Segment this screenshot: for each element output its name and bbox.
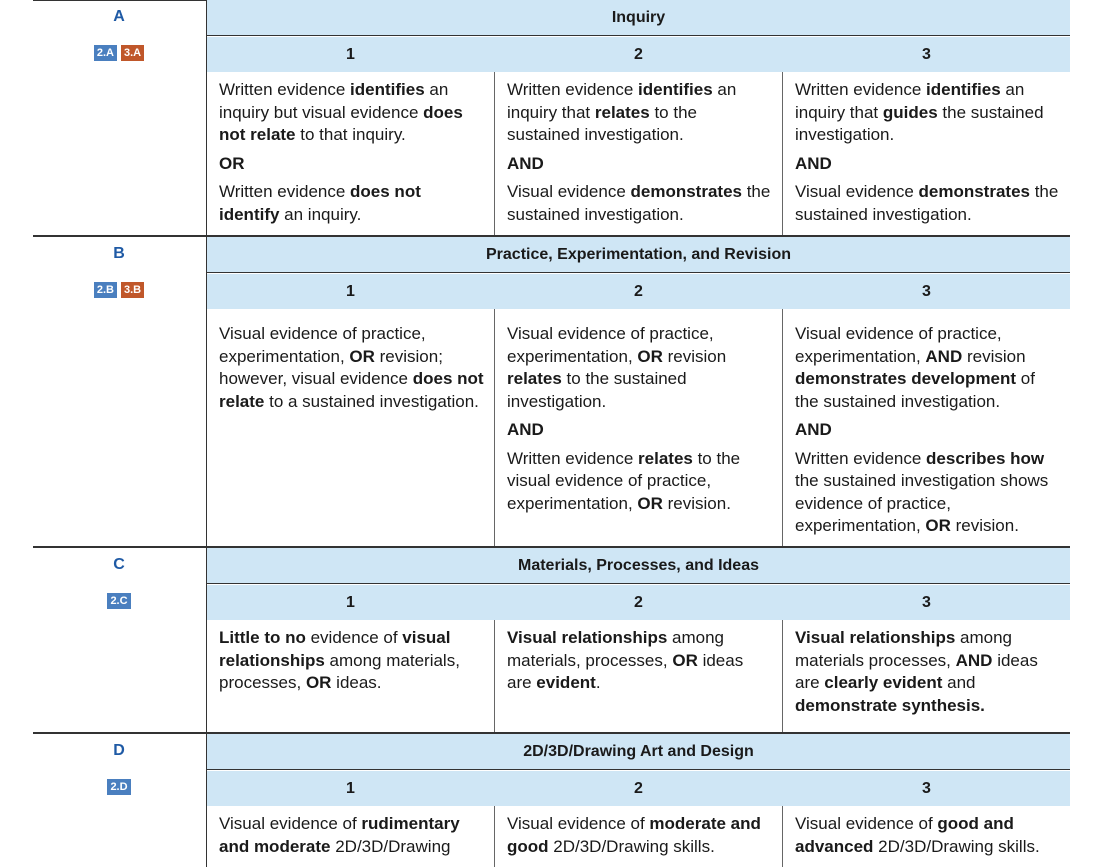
row-title: Inquiry [207,0,1070,35]
section-letter: C [113,556,125,573]
descriptor-text: Visual evidence of practice, experimentation, AND revision demonstrates development of the sustained investigation. [795,324,1035,411]
skill-badge: 2.B [94,282,117,298]
descriptor-conjunction: AND [795,420,832,439]
descriptor-cell [507,79,772,226]
skill-badges [0,779,238,795]
skill-badges [0,593,238,609]
descriptor-text: Visual relationships among materials processes, AND ideas are clearly evident and demonstrate synthesis. [795,628,1038,715]
header-separator [207,583,1070,584]
section-letter: B [113,245,125,262]
score-level-3: 3 [922,283,931,300]
descriptor-text: Written evidence does not identify an inquiry. [219,182,421,224]
row-title: 2D/3D/Drawing Art and Design [207,734,1070,769]
descriptor-cell [795,323,1060,538]
column-divider [782,309,783,546]
descriptor-text: Visual evidence demonstrates the sustained investigation. [795,182,1059,224]
score-levels [207,771,1070,806]
descriptor-conjunction: AND [795,153,832,173]
skill-badges [0,282,238,298]
descriptor-text: Visual relationships among materials, processes, OR ideas are evident. [507,628,744,692]
descriptor-text: Written evidence describes how the sustained investigation shows evidence of practice, experimentation, OR revision. [795,448,1049,535]
column-divider [782,620,783,732]
skill-badge: 2.A [94,45,117,61]
descriptor-cell [219,627,484,695]
descriptor-text: Written evidence identifies an inquiry that guides the sustained investigation. [795,80,1044,144]
descriptor-text: Little to no evidence of visual relationships among materials, processes, OR ideas. [219,628,460,692]
header-separator [207,769,1070,770]
descriptor-cell [795,627,1060,717]
skill-badge: 2.D [107,779,130,795]
section-letter: A [113,8,125,25]
descriptor-cell [507,323,772,515]
descriptor-cell [219,323,484,413]
skill-badge: 3.A [121,45,144,61]
row-title: Materials, Processes, and Ideas [207,548,1070,583]
section-letter: D [113,742,125,759]
column-divider [494,806,495,867]
descriptor-text: Visual evidence of moderate and good 2D/3D/Drawing skills. [507,814,761,856]
descriptor-text: Visual evidence of good and advanced 2D/3D/Drawing skills. [795,814,1040,856]
descriptor-conjunction: AND [507,153,544,173]
descriptor-cell [507,627,772,695]
score-level-2: 2 [634,283,643,300]
column-divider [494,309,495,546]
descriptor-cell [219,79,484,226]
score-level-1: 1 [346,46,355,63]
descriptor-cell [795,79,1060,226]
score-level-3: 3 [922,46,931,63]
score-level-1: 1 [346,780,355,797]
column-divider [782,806,783,867]
descriptor-cell [795,813,1060,858]
column-divider [494,72,495,235]
score-level-3: 3 [922,594,931,611]
header-separator [207,272,1070,273]
descriptor-text: Written evidence identifies an inquiry that relates to the sustained investigation. [507,80,737,144]
score-level-3: 3 [922,780,931,797]
descriptor-text: Written evidence relates to the visual evidence of practice, experimentation, OR revision. [507,448,741,513]
skill-badge: 3.B [121,282,144,298]
descriptor-text: Visual evidence of practice, experimentation, OR revision relates to the sustained investigation. [507,324,727,411]
descriptor-text: Visual evidence of rudimentary and moderate 2D/3D/Drawing [219,814,460,856]
descriptor-cell [219,813,484,858]
score-levels [207,585,1070,620]
column-divider [782,72,783,235]
skill-badge: 2.C [107,593,130,609]
rubric-section-d [0,734,1110,867]
rubric-section-b [0,237,1110,546]
score-level-2: 2 [634,46,643,63]
score-level-1: 1 [346,283,355,300]
header-separator [207,35,1070,36]
descriptor-cell [507,813,772,858]
score-levels [207,37,1070,72]
skill-badges [0,45,238,61]
rubric-section-c [0,548,1110,732]
score-level-2: 2 [634,594,643,611]
row-title: Practice, Experimentation, and Revision [207,237,1070,272]
score-level-1: 1 [346,594,355,611]
descriptor-text: Visual evidence of practice, experimentation, OR revision; however, visual evidence does not relate to a sustained investigation. [219,324,484,411]
rubric-section-a [0,0,1110,235]
score-levels [207,274,1070,309]
descriptor-text: Visual evidence demonstrates the sustained investigation. [507,182,771,224]
descriptor-text: Written evidence identifies an inquiry but visual evidence does not relate to that inquiry. [219,80,463,144]
descriptor-conjunction: AND [507,420,544,439]
column-divider [494,620,495,732]
descriptor-conjunction: OR [219,153,245,173]
score-level-2: 2 [634,780,643,797]
